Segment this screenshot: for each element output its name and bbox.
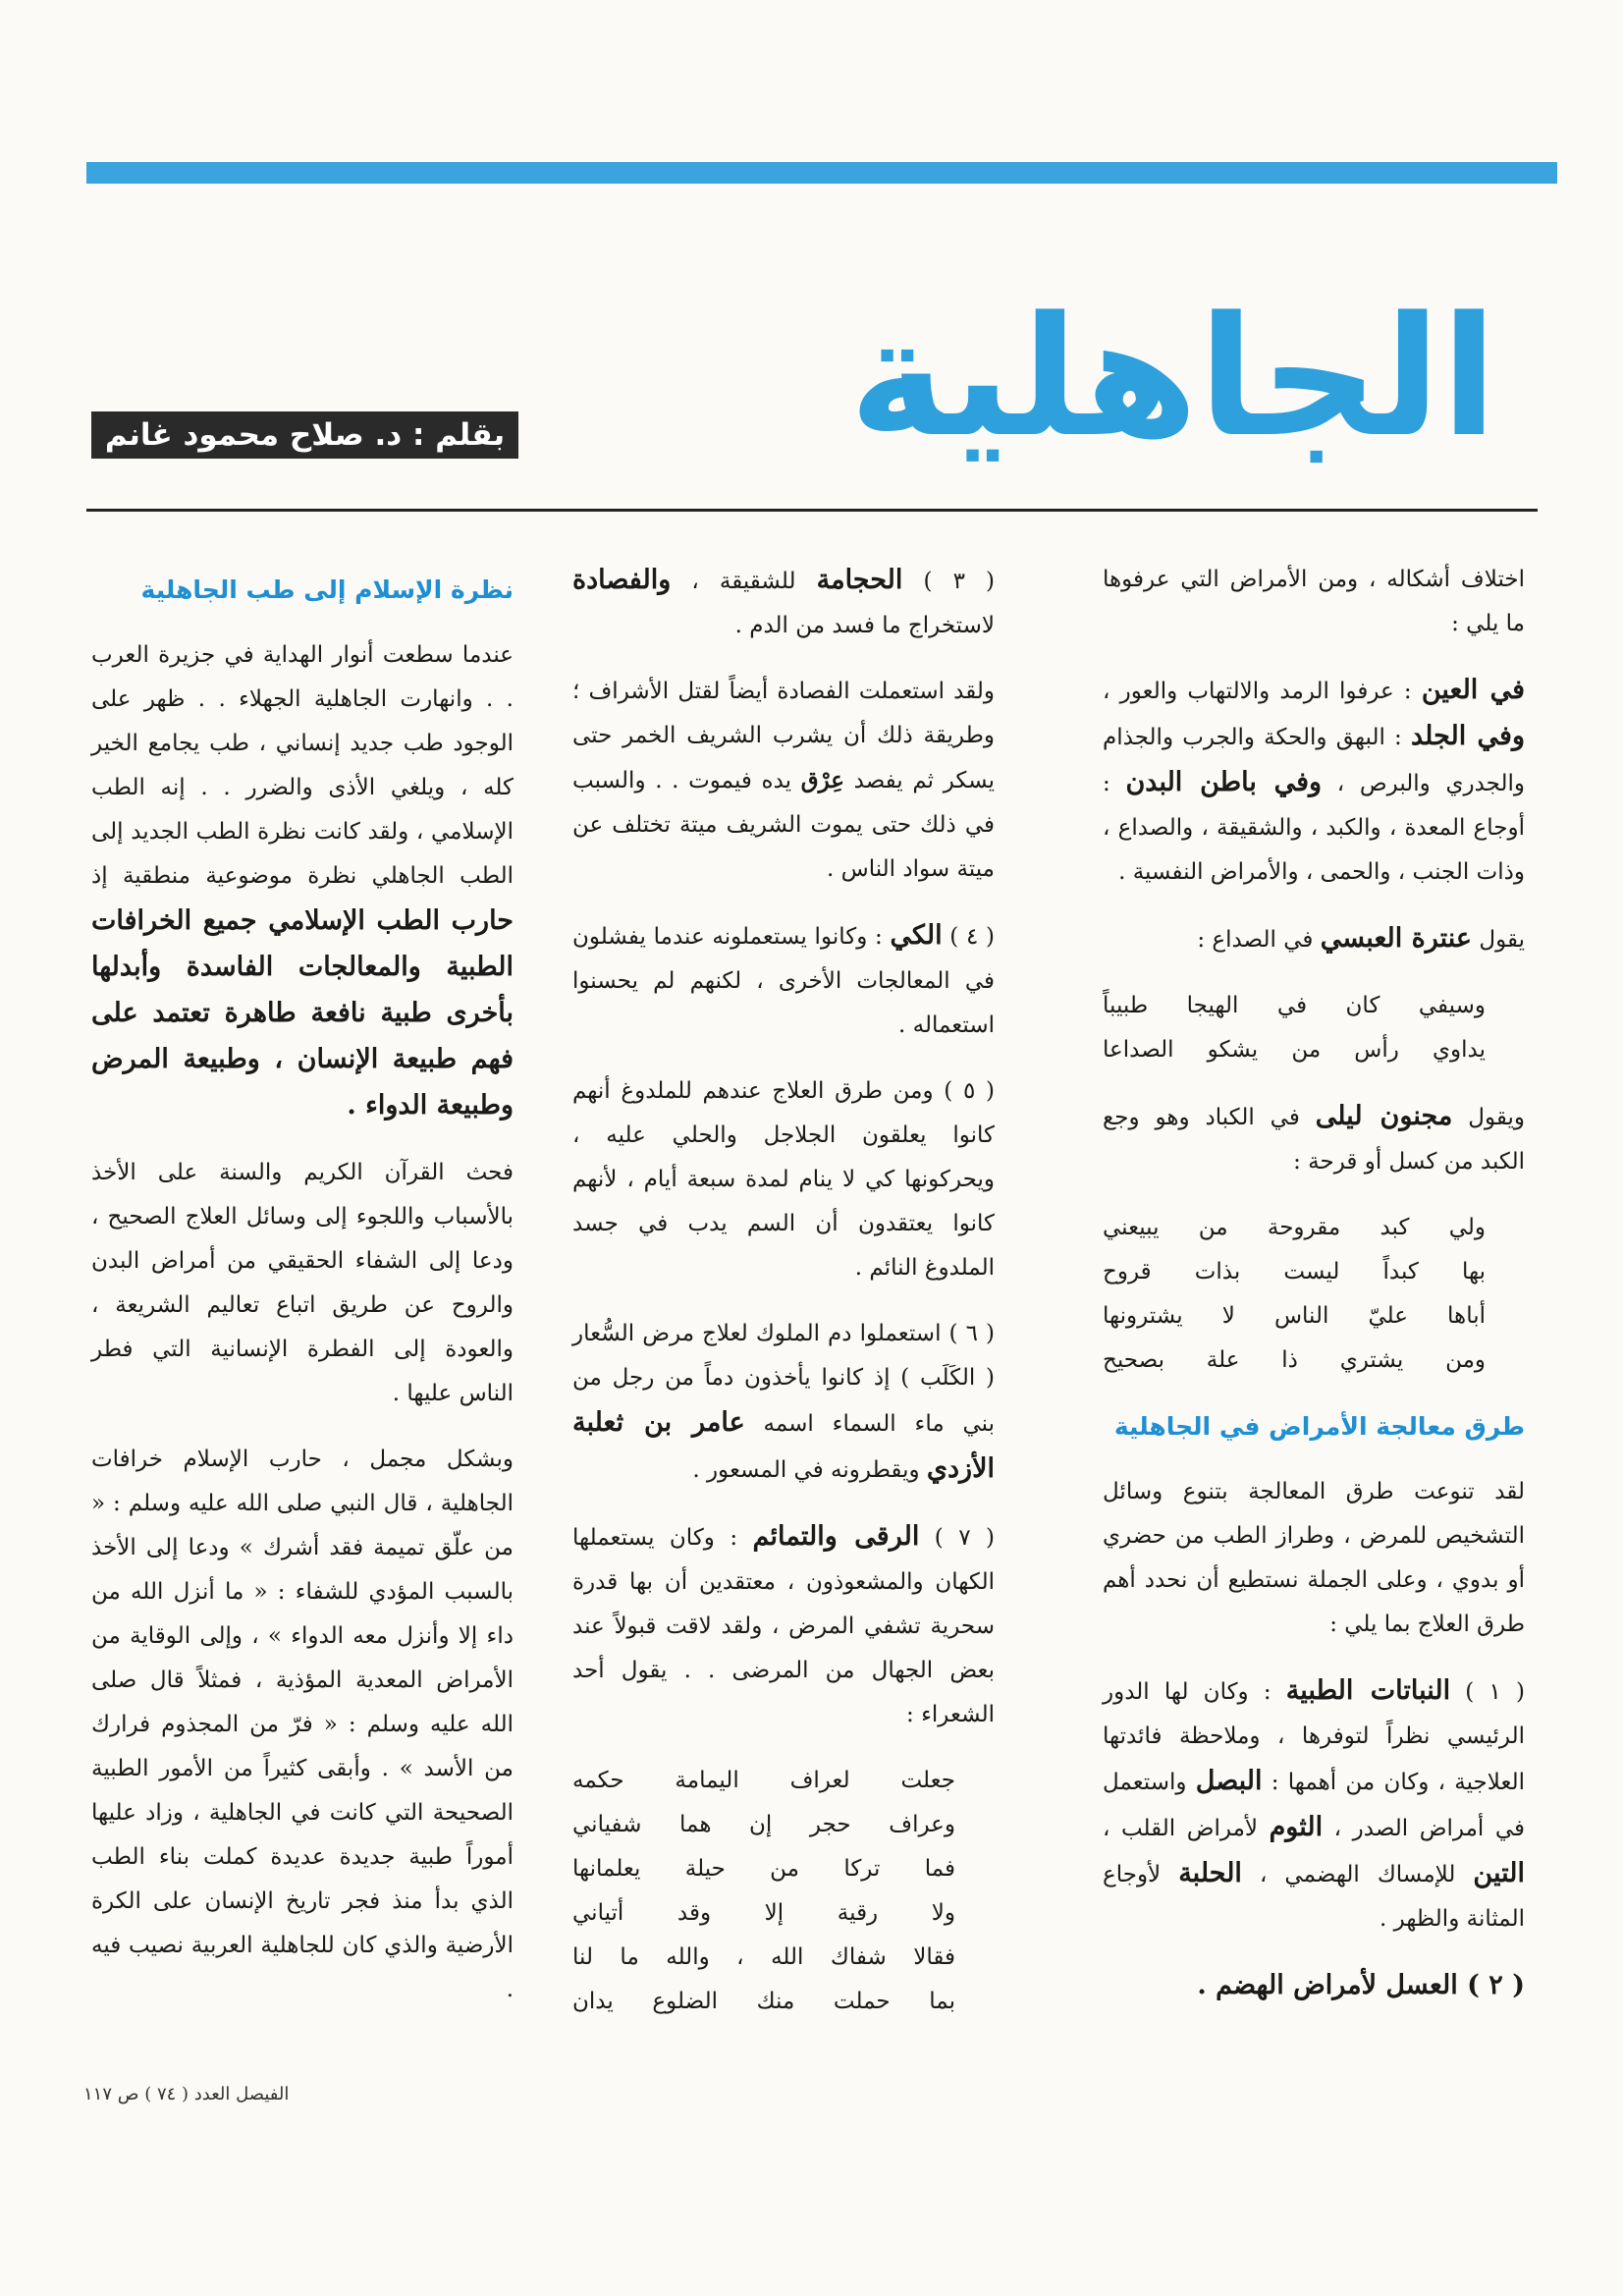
paragraph: وبشكل مجمل ، حارب الإسلام خرافات الجاهلية ، قال النبي صلى الله عليه وسلم : « من علّق تميمة فقد أشرك » ودعا إلى الأخذ بالسبب المؤدي للشفاء : « ما أنزل الله من داء إلا وأنزل معه الدواء » ، وإلى الوقاية من الأمراض المعدية المؤذية ، فمثلاً قال صلى الله عليه وسلم : « فرّ من المجذوم فرارك من الأسد » . وأبقى كثيراً من الأمور الطبية الصحيحة التي كانت في الجاهلية ، وزاد عليها أموراً طبية جديدة عديدة كملت بناء الطب الذي بدأ منذ فجر تاريخ الإنسان على الكرة الأرضية والذي كان للجاهلية العربية نصيب فيه .: [91, 1447, 514, 2002]
paragraph: ( ٥ ) ومن طرق العلاج عندهم للملدوغ أنهم كانوا يعلقون الجلاجل والحلي عليه ، ويحركونها كي لا ينام لمدة سبعة أيام ، لأنهم كانوا يعتقدون أن السم يدب في جسد الملدوغ النائم .: [572, 1078, 995, 1281]
poem-verse: ولي كبد مقروحة من يبيعني بها كبداً ليست بذات قروح أباها عليّ الناس لا يشترونها ومن يشتري ذا علة بصحيح: [1103, 1215, 1486, 1373]
column-middle: [572, 558, 995, 2046]
section-heading: طرق معالجة الأمراض في الجاهلية: [1113, 1412, 1525, 1441]
paragraph: ( ٤ ) الكي : وكانوا يستعملونه عندما يفشلون في المعالجات الأخرى ، لكنهم لم يحسنوا استعماله .: [572, 920, 995, 1038]
paragraph: ( ١ ) النباتات الطبية : وكان لها الدور الرئيسي نظراً لتوفرها ، وملاحظة فائدتها العلاجية ، وكان من أهمها : البصل واستعمل في أمراض الصدر ، الثوم لأمراض القلب ، التين للإمساك الهضمي ، الحلبة لأوجاع المثانة والظهر .: [1103, 1675, 1525, 1932]
column-right: [1103, 558, 1525, 2031]
section-heading: نظرة الإسلام إلى طب الجاهلية: [140, 575, 514, 604]
paragraph: ويقول مجنون ليلى في الكباد وهو وجع الكبد من كسل أو قرحة :: [1103, 1101, 1525, 1175]
paragraph: ( ٧ ) الرقى والتمائم : وكان يستعملها الكهان والمشعوذون ، معتقدين أن بها قدرة سحرية تشفي المرض ، ولقد لاقت قبولاً عند بعض الجهال من المرضى . . يقول أحد الشعراء :: [572, 1521, 995, 1727]
paragraph: ( ٢ ) العسل لأمراض الهضم .: [1197, 1970, 1525, 2000]
column-left: [91, 558, 514, 2034]
article-title: الجاهلية: [848, 281, 1497, 473]
top-blue-bar: [86, 162, 1557, 184]
paragraph: ( ٦ ) استعملوا دم الملوك لعلاج مرض السُّعار ( الكَلَب ) إذ كانوا يأخذون دماً من رجل من بني ماء السماء اسمه عامر بن ثعلبة الأزدي ويقطرونه في المسعور .: [572, 1321, 995, 1484]
title-rule: [86, 509, 1538, 512]
page-footer: الفيصل العدد ( ٧٤ ) ص ١١٧: [83, 2084, 290, 2105]
paragraph: يقول عنترة العبسي في الصداع :: [1197, 923, 1525, 954]
poem-verse: وسيفي كان في الهيجا طبيباً يداوي رأس من يشكو الصداعا: [1103, 993, 1486, 1063]
paragraph: ولقد استعملت الفصادة أيضاً لقتل الأشراف ؛ وطريقة ذلك أن يشرب الشريف الخمر حتى يسكر ثم يفصد عِرْق يده فيموت . . والسبب في ذلك حتى يموت الشريف ميتة تختلف عن ميتة سواد الناس .: [572, 679, 996, 882]
paragraph: في العين : عرفوا الرمد والالتهاب والعور ، وفي الجلد : البهق والحكة والجرب والجذام والجدري والبرص ، وفي باطن البدن : أوجاع المعدة ، والكبد ، والشقيقة ، والصداع ، وذات الجنب ، والحمى ، والأمراض النفسية .: [1103, 675, 1526, 885]
paragraph: ( ٣ ) الحجامة للشقيقة ، والفصادة لاستخراج ما فسد من الدم .: [572, 565, 995, 638]
author-byline: بقلم : د. صلاح محمود غانم: [91, 411, 518, 459]
paragraph: عندما سطعت أنوار الهداية في جزيرة العرب . . وانهارت الجاهلية الجهلاء . . ظهر على الوجود طب جديد إنساني ، طب يجامع الخير كله ، ويلغي الأذى والضرر . . إنه الطب الإسلامي ، ولقد كانت نظرة الطب الجديد إلى الطب الجاهلي نظرة موضوعية منطقية إذ حارب الطب الإسلامي جميع الخرافات الطبية والمعالجات الفاسدة وأبدلها بأخرى طبية نافعة طاهرة تعتمد على فهم طبيعة الإنسان ، وطبيعة المرض وطبيعة الدواء .: [91, 642, 514, 1121]
poem-verse: جعلت لعراف اليمامة حكمه وعراف حجر إن هما شفياني فما تركا من حيلة يعلمانها ولا رقية إلا وقد أتياني فقالا شفاك الله ، والله ما لنا بما حملت منك الضلوع يدان: [572, 1768, 955, 2014]
paragraph: فحث القرآن الكريم والسنة على الأخذ بالأسباب واللجوء إلى وسائل العلاج الصحيح ، ودعا إلى الشفاء الحقيقي من أمراض البدن والروح عن طريق اتباع تعاليم الشريعة ، والعودة إلى الفطرة الإنسانية التي فطر الناس عليها .: [91, 1160, 514, 1406]
paragraph: لقد تنوعت طرق المعالجة بتنوع وسائل التشخيص للمرض ، وطراز الطب من حضري أو بدوي ، وعلى الجملة نستطيع أن نحدد أهم طرق العلاج بما يلي :: [1103, 1479, 1525, 1637]
paragraph: اختلاف أشكاله ، ومن الأمراض التي عرفوها ما يلي :: [1103, 567, 1525, 636]
